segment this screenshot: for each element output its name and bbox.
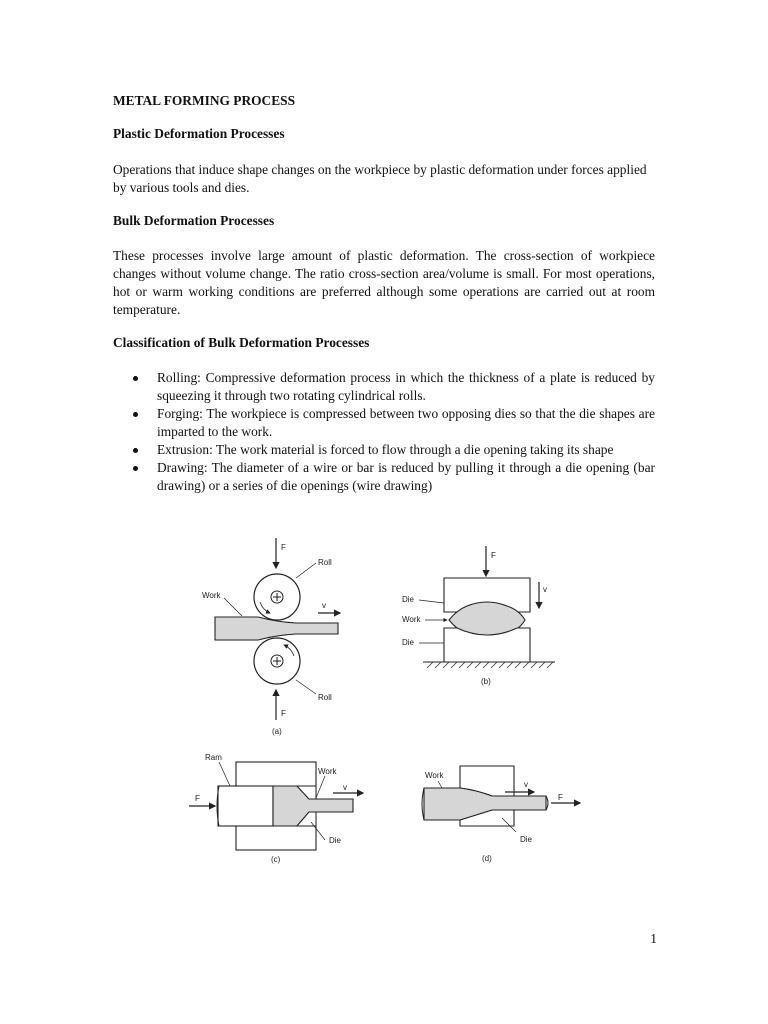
- leader-line: [224, 598, 242, 616]
- figure-extrusion: [185, 748, 370, 866]
- label-velocity: v: [543, 585, 547, 594]
- figure-caption: (a): [272, 727, 282, 736]
- label-die: Die: [329, 836, 342, 845]
- label-die-bottom: Die: [402, 638, 415, 647]
- list-item-text: Rolling: Compressive deformation process in which the thickness of a plate is reduced by squeezing it through two rotating cylindrical rolls.: [157, 370, 655, 403]
- paragraph-plastic: Operations that induce shape changes on the workpiece by plastic deformation under forces applied by various tools and dies.: [113, 162, 647, 195]
- list-item: [113, 369, 655, 405]
- page-number: 1: [650, 931, 657, 946]
- label-force-bottom: F: [281, 709, 286, 718]
- label-work: Work: [425, 771, 444, 780]
- label-work: Work: [402, 615, 421, 624]
- list-item: [113, 459, 655, 495]
- bullet-icon: [133, 448, 138, 453]
- ram: [218, 786, 273, 826]
- label-force: F: [558, 793, 563, 802]
- leader-line: [296, 680, 316, 694]
- document-title: METAL FORMING PROCESS: [113, 93, 296, 108]
- figure-caption: (b): [481, 677, 491, 686]
- label-roll-bottom: Roll: [318, 693, 332, 702]
- section-heading-classification: Classification of Bulk Deformation Processes: [113, 335, 370, 350]
- list-item-text: Forging: The workpiece is compressed between two opposing dies so that the die shapes are imparted to the work.: [157, 406, 655, 439]
- figure-rolling: [190, 530, 360, 740]
- workpiece: [215, 617, 338, 640]
- section-heading-bulk: Bulk Deformation Processes: [113, 213, 275, 228]
- leader-line: [296, 563, 316, 578]
- list-item: [113, 405, 655, 441]
- figure-drawing: [410, 762, 590, 866]
- leader-line: [219, 762, 230, 786]
- classification-list: [113, 369, 655, 495]
- section-heading-plastic: Plastic Deformation Processes: [113, 126, 285, 141]
- leader-line: [419, 600, 444, 603]
- list-item-text: Extrusion: The work material is forced to flow through a die opening taking its shape: [157, 442, 614, 457]
- figure-caption: (c): [271, 855, 281, 864]
- label-work: Work: [318, 767, 337, 776]
- label-force: F: [491, 551, 496, 560]
- bullet-icon: [133, 466, 138, 471]
- label-work: Work: [202, 591, 221, 600]
- leader-line: [316, 776, 325, 798]
- figure-caption: (d): [482, 854, 492, 863]
- ground-hatch: [427, 662, 553, 668]
- list-item-text: Drawing: The diameter of a wire or bar is reduced by pulling it through a die opening (bar drawing) or a series of die openings (wire drawing): [157, 460, 655, 493]
- label-velocity: v: [524, 780, 528, 789]
- label-die-top: Die: [402, 595, 415, 604]
- label-velocity: v: [343, 783, 347, 792]
- bullet-icon: [133, 376, 138, 381]
- paragraph-bulk: These processes involve large amount of plastic deformation. The cross-section of workpiece changes without volume change. The ratio cross-section area/volume is small. For most operations, hot or warm working conditions are preferred although some operations are carried out at room temperature.: [113, 248, 655, 317]
- label-force: F: [281, 543, 286, 552]
- label-velocity: v: [322, 601, 326, 610]
- label-roll: Roll: [318, 558, 332, 567]
- label-die: Die: [520, 835, 533, 844]
- list-item: [113, 441, 655, 459]
- label-force: F: [195, 794, 200, 803]
- label-ram: Ram: [205, 753, 222, 762]
- figure-forging: [395, 540, 570, 690]
- bullet-icon: [133, 412, 138, 417]
